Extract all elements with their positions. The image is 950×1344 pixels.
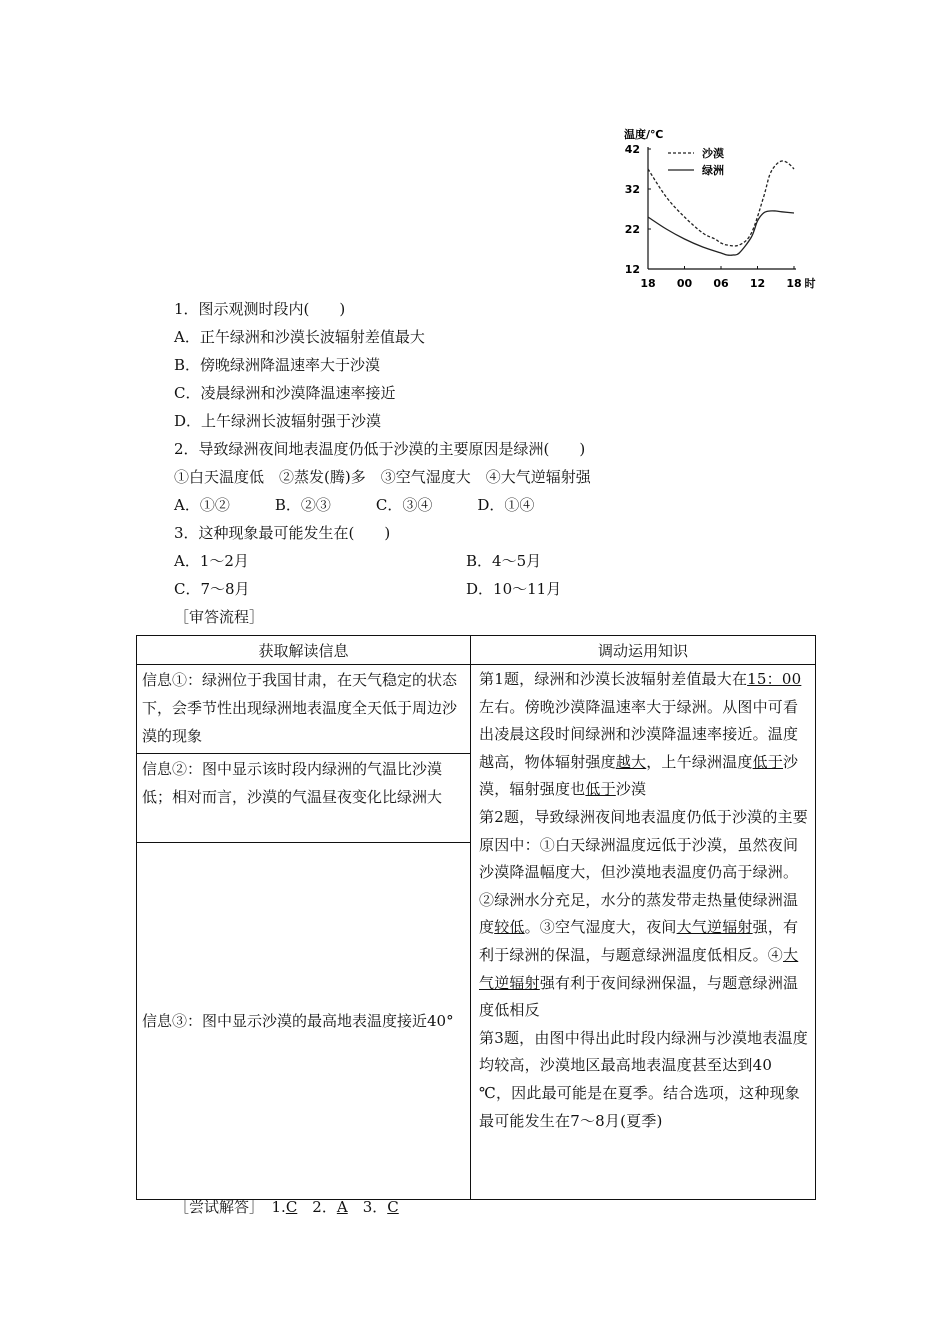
info-3: 信息③：图中显示沙漠的最高地表温度接近40° [142, 1012, 454, 1030]
knowledge-cell [471, 665, 816, 1200]
info-cell-2 [137, 754, 471, 843]
knowledge-q2-text: 强有利于夜间绿洲保温，与题意绿洲温度低相反 [479, 973, 799, 1020]
question-2-stem: 2．导致绿洲夜间地表温度仍低于沙漠的主要原因是绿洲( ) [174, 440, 586, 458]
knowledge-q2 [479, 804, 809, 1025]
info-1: 信息①：绿洲位于我国甘肃，在天气稳定的状态下，会季节性出现绿洲地表温度全天低于周边沙漠的现象 [142, 671, 458, 745]
flow-title: ［审答流程］ [174, 608, 265, 626]
answers-prefix: ［尝试解答］ 1. [174, 1198, 286, 1216]
x-tick-label: 18 [640, 277, 656, 290]
knowledge-q2-text: 强，有利于绿洲的保温，与题意绿洲温度低相反。④ [479, 918, 799, 964]
answers-line [174, 1197, 399, 1217]
x-tick-label: 18 [786, 277, 802, 290]
underlined-answer: 大气逆辐射 [479, 945, 799, 992]
info-cell-1 [137, 665, 471, 754]
legend-label: 绿洲 [702, 164, 724, 177]
answers-sep: 2． [297, 1198, 337, 1216]
temperature-chart-svg [612, 120, 824, 295]
answer-2: A [336, 1198, 348, 1216]
y-tick-label: 32 [624, 183, 640, 196]
answers-sep: 3． [347, 1198, 388, 1216]
underlined-answer: 大气逆辐射 [676, 918, 753, 937]
question-1-option-c: C．凌晨绿洲和沙漠降温速率接近 [174, 384, 396, 402]
knowledge-q1-text: 第1题，绿洲和沙漠长波辐射差值最大在 [479, 670, 748, 688]
temperature-chart [612, 120, 824, 295]
underlined-answer: 低于 [585, 780, 616, 799]
y-tick-label: 12 [624, 263, 640, 276]
legend-label: 沙漠 [702, 147, 724, 160]
x-axis-label: 时 [804, 277, 816, 290]
answer-1: C [285, 1198, 298, 1216]
underlined-answer: 较低 [494, 918, 525, 937]
knowledge-q3: 第3题，由图中得出此时段内绿洲与沙漠地表温度均较高，沙漠地区最高地表温度甚至达到40 ℃，因此最可能是在夏季。结合选项，这种现象最可能发生在7～8月(夏季) [479, 1028, 808, 1130]
underlined-answer: 低于 [752, 752, 784, 771]
underlined-answer: 越大 [615, 752, 647, 771]
x-tick-label: 12 [749, 277, 766, 290]
analysis-table [136, 635, 816, 1200]
knowledge-q2-text: 第2题，导致绿洲夜间地表温度仍低于沙漠的主要原因中：①白天绿洲温度远低于沙漠，虽然夜间沙漠降温幅度大，但沙漠地表温度仍高于绿洲。②绿洲水分充足，水分的蒸发带走热量使绿洲温度 [479, 807, 808, 937]
knowledge-q1 [479, 666, 809, 804]
table-row [137, 665, 816, 754]
y-tick-label: 42 [624, 143, 640, 156]
table-header-knowledge: 调动运用知识 [471, 636, 816, 665]
question-2-options: A．①② B．②③ C．③④ D．①④ [174, 496, 535, 514]
knowledge-text [471, 665, 815, 1137]
question-1-option-d: D．上午绿洲长波辐射强于沙漠 [174, 412, 382, 430]
question-1-option-b: B．傍晚绿洲降温速率大于沙漠 [174, 356, 381, 374]
question-3-option-d: D．10～11月 [466, 580, 562, 598]
x-tick-label: 00 [676, 277, 693, 290]
underlined-answer: 15：00 [747, 670, 802, 688]
info-2: 信息②：图中显示该时段内绿洲的气温比沙漠低；相对而言，沙漠的气温昼夜变化比绿洲大 [142, 760, 443, 806]
question-1-option-a: A．正午绿洲和沙漠长波辐射差值最大 [174, 328, 425, 346]
question-1-stem: 1．图示观测时段内( ) [174, 300, 346, 318]
question-2-items: ①白天温度低 ②蒸发(腾)多 ③空气湿度大 ④大气逆辐射强 [174, 468, 591, 486]
knowledge-q1-text: ，上午绿洲温度 [646, 752, 753, 771]
x-tick-label: 06 [713, 277, 729, 290]
series-line-oasis [648, 211, 794, 255]
answer-3: C [387, 1198, 399, 1216]
knowledge-q1-text: 沙漠 [615, 780, 647, 799]
knowledge-q1-text: 左右。傍晚沙漠降温速率大于绿洲。从图中可看出凌晨这段时间绿洲和沙漠降温速率接近。温度越高，物体辐射强度 [479, 697, 799, 771]
table-header-row [137, 636, 816, 665]
y-tick-label: 22 [624, 223, 640, 236]
question-3-option-c: C．7～8月 [174, 580, 250, 598]
knowledge-q2-text: 。③空气湿度大，夜间 [524, 918, 677, 937]
table-header-info: 获取解读信息 [137, 636, 471, 665]
question-3-stem: 3．这种现象最可能发生在( ) [174, 524, 391, 542]
question-3-option-b: B．4～5月 [466, 552, 542, 570]
y-axis-label: 温度/℃ [624, 128, 664, 141]
question-3-option-a: A．1～2月 [174, 552, 249, 570]
info-cell-3 [137, 843, 471, 1200]
knowledge-q1-text: 沙漠，辐射强度也 [479, 752, 799, 799]
